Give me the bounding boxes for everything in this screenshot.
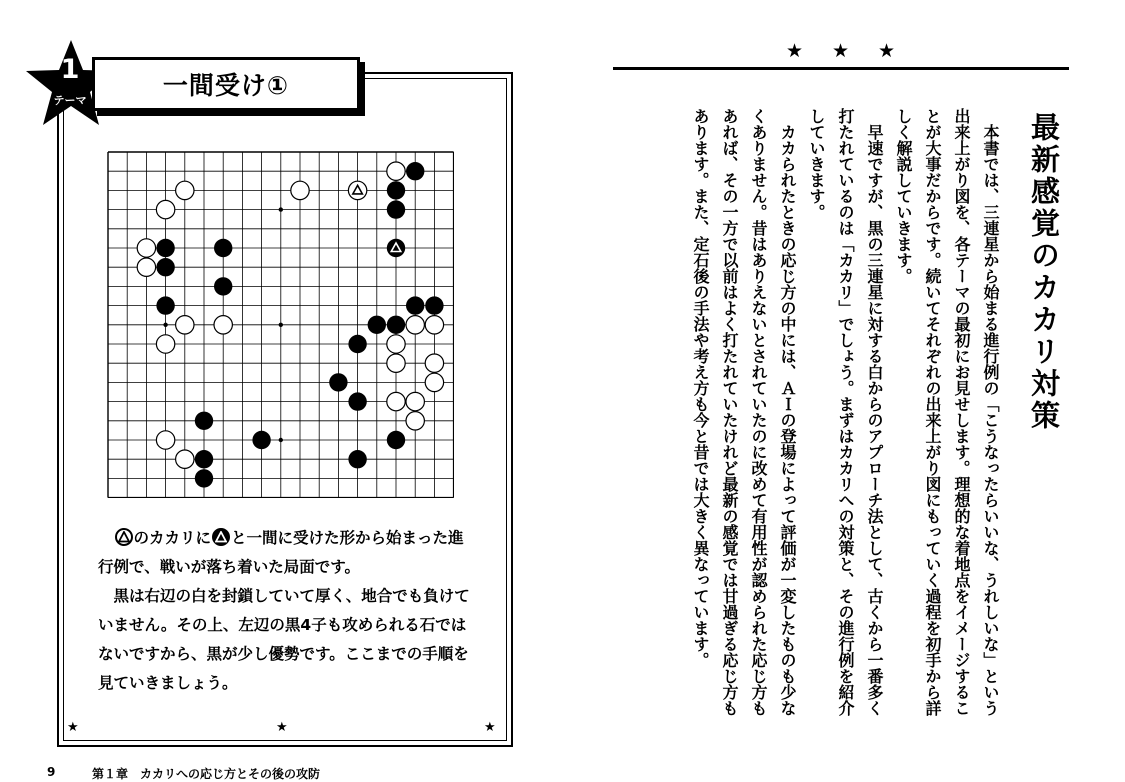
- white-stone: [156, 431, 174, 449]
- white-stone: [425, 373, 443, 391]
- header-rule: [613, 67, 1069, 70]
- chapter-title: 第１章 カカリへの応じ方とその後の攻防: [92, 767, 321, 781]
- go-board: [106, 150, 454, 498]
- white-stone: [406, 412, 424, 430]
- black-stone: [387, 181, 405, 199]
- white-stone: [176, 181, 194, 199]
- hoshi-point: [279, 438, 283, 442]
- hoshi-point: [279, 323, 283, 327]
- black-stone: [348, 450, 366, 468]
- white-stone: [156, 200, 174, 218]
- section-title: 最新感覚のカカリ対策: [1027, 112, 1061, 432]
- white-stone: [406, 392, 424, 410]
- white-stone: [156, 335, 174, 353]
- black-stone: [214, 277, 232, 295]
- black-stone: [214, 239, 232, 257]
- black-stone: [195, 412, 213, 430]
- black-stone: [368, 316, 386, 334]
- white-stone: [176, 316, 194, 334]
- star-icon: ★: [67, 720, 79, 735]
- page-number: 9: [47, 765, 56, 779]
- white-stone: [137, 239, 155, 257]
- hoshi-point: [163, 323, 167, 327]
- body-paragraph-1: 本書では、三連星から始まる進行例の「こうなったらいいな、うれしいな」という出来上がり図を、各テーマの最初にお見せします。理想的な着地点をイメージすることが大事だからです。続いてそれぞれの出来上がり図にもっていく過程を初手から詳しく解説していきます。: [894, 108, 1000, 716]
- black-stone: [348, 392, 366, 410]
- marked-white-stone-icon: [115, 528, 133, 546]
- white-stone: [425, 354, 443, 372]
- star-icon: ★: [276, 720, 288, 735]
- black-stone: [195, 450, 213, 468]
- black-stone: [156, 239, 174, 257]
- body-paragraph-3: カカられたときの応じ方の中には、ＡＩの登場によって評価が一変したものも少なくありません。昔はありえないとされていたのに改めて有用性が認められた応じ方もあれば、その一方で以前はよく打たれていたけれど最新の感覚では甘過ぎる応じ方もあります。また、定石後の手法や考え方も今と昔では大きく異なっています。: [691, 108, 797, 716]
- black-stone: [387, 200, 405, 218]
- theme-number: 1: [60, 54, 80, 85]
- theme-label: テーマ: [53, 94, 87, 107]
- white-stone: [387, 354, 405, 372]
- black-stone: [348, 335, 366, 353]
- white-stone: [291, 181, 309, 199]
- body-paragraph-2: 早速ですが、黒の三連星に対する白からのアプローチ法として、古くから一番多く打たれているのは「カカリ」でしょう。まずはカカリへの対策と、その進行例を紹介していきます。: [807, 108, 884, 716]
- description-paragraph-2: 黒は右辺の白を封鎖していて厚く、地合でも負けていません。その上、左辺の黒4子も攻められる石ではないですから、黒が少し優勢です。ここまでの手順を見ていきましょう。: [98, 587, 470, 692]
- black-stone: [406, 162, 424, 180]
- star-icon: ★: [878, 40, 896, 62]
- white-stone: [387, 162, 405, 180]
- black-stone: [425, 296, 443, 314]
- page-title: 一間受け①: [162, 71, 290, 100]
- title-box: [92, 57, 360, 111]
- black-stone: [195, 469, 213, 487]
- white-stone: [137, 258, 155, 276]
- description: [98, 524, 478, 698]
- description-paragraph-1: のカカリに と一間に受けた形から始まった進行例で、戦いが落ち着いた局面です。: [98, 529, 464, 576]
- black-stone: [387, 316, 405, 334]
- white-stone: [425, 316, 443, 334]
- hoshi-point: [279, 207, 283, 211]
- black-stone: [329, 373, 347, 391]
- white-stone: [176, 450, 194, 468]
- black-stone: [387, 431, 405, 449]
- white-stone: [214, 316, 232, 334]
- body-text: [655, 108, 1005, 728]
- black-stone: [252, 431, 270, 449]
- black-stone: [156, 258, 174, 276]
- star-icon: ★: [786, 40, 804, 62]
- star-icon: ★: [484, 720, 496, 735]
- white-stone: [406, 316, 424, 334]
- black-stone: [406, 296, 424, 314]
- white-stone: [387, 335, 405, 353]
- star-icon: ★: [832, 40, 850, 62]
- marked-black-stone-icon: [212, 528, 230, 546]
- black-stone: [156, 296, 174, 314]
- white-stone: [387, 392, 405, 410]
